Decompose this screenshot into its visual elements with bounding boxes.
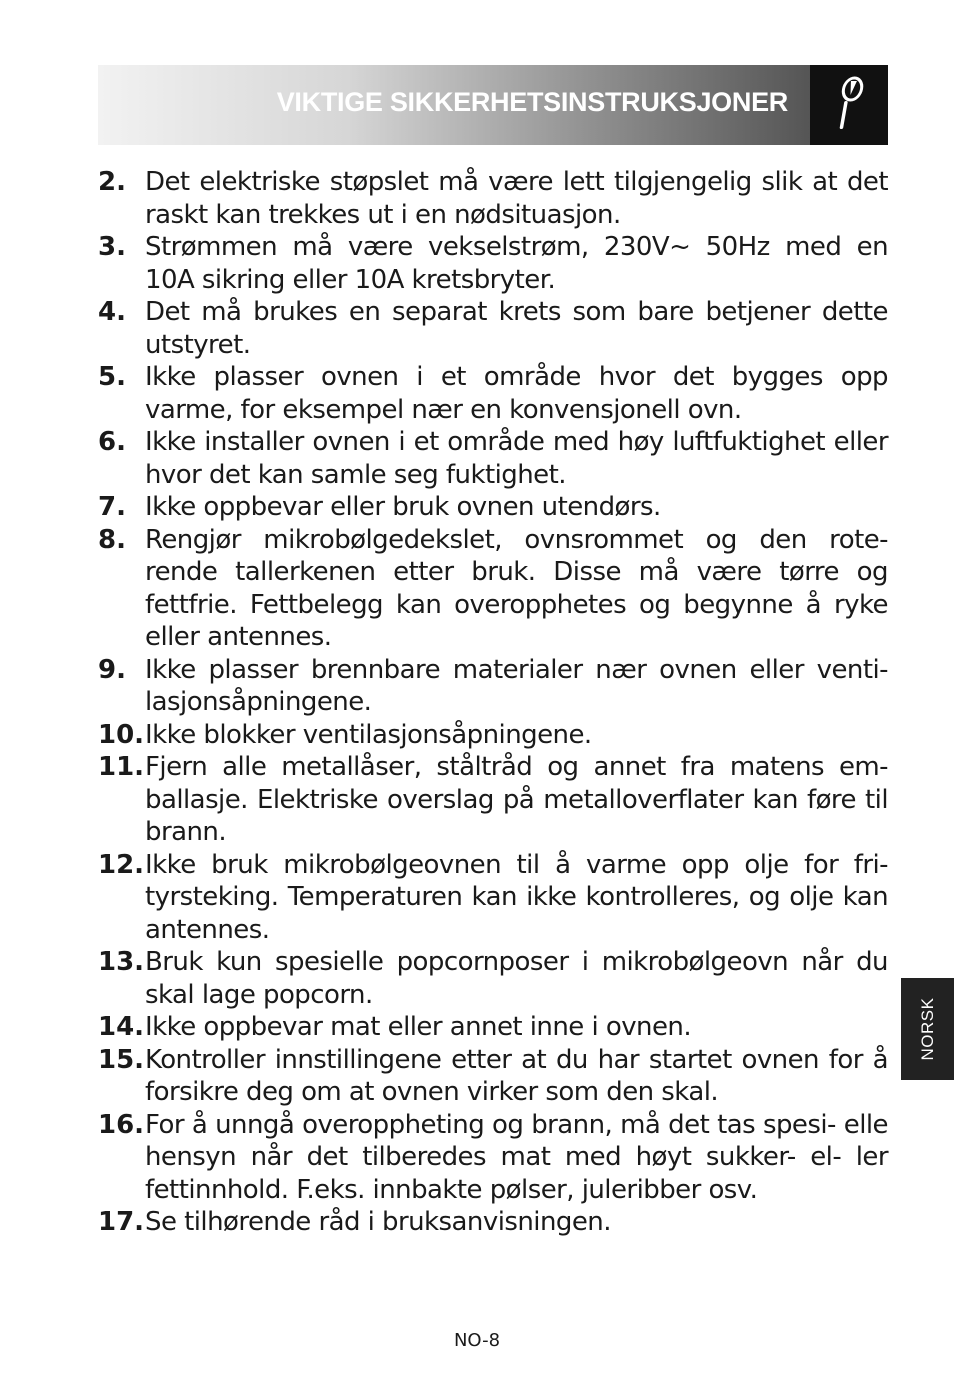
instruction-item xyxy=(98,426,888,491)
instruction-text: Ikke oppbevar eller bruk ovnen utendørs. xyxy=(145,492,661,522)
instruction-text: Strømmen må være vekselstrøm, 230V~ 50Hz med en 10A sikring eller 10A kretsbryter. xyxy=(145,232,888,295)
instruction-number: 5. xyxy=(98,362,126,392)
instruction-text: Ikke plasser ovnen i et område hvor det bygges opp varme, for eksempel nær en konvensjonell ovn. xyxy=(145,362,888,425)
instruction-number: 14. xyxy=(98,1012,145,1042)
instruction-item xyxy=(98,166,888,231)
instruction-text: Ikke bruk mikrobølgeovnen til å varme opp olje for fri- tyrsteking. Temperaturen kan ikke kontrolleres, og olje kan antennes. xyxy=(145,849,888,945)
instruction-item xyxy=(98,654,888,719)
instruction-text: Det må brukes en separat krets som bare betjener dette utstyret. xyxy=(145,297,888,360)
instruction-number: 2. xyxy=(98,167,126,197)
exclamation-mark-icon xyxy=(834,75,864,135)
warning-icon-box xyxy=(810,65,888,145)
section-header-bar xyxy=(98,65,810,145)
instruction-item xyxy=(98,1011,888,1044)
instruction-item xyxy=(98,524,888,654)
instruction-number: 7. xyxy=(98,492,126,522)
instruction-text: Kontroller innstillingene etter at du har startet ovnen for å forsikre deg om at ovnen virker som den skal. xyxy=(145,1044,888,1107)
instruction-text: Ikke oppbevar mat eller annet inne i ovnen. xyxy=(145,1012,692,1042)
instruction-item xyxy=(98,1206,888,1239)
instruction-item xyxy=(98,751,888,849)
instruction-number: 6. xyxy=(98,427,126,457)
instruction-text: Se tilhørende råd i bruksanvisningen. xyxy=(145,1207,611,1237)
instruction-number: 3. xyxy=(98,232,126,262)
instruction-text: Bruk kun spesielle popcornposer i mikrobølgeovn når du skal lage popcorn. xyxy=(145,947,888,1010)
instruction-item xyxy=(98,1044,888,1109)
instruction-item xyxy=(98,491,888,524)
instruction-number: 8. xyxy=(98,524,126,555)
instruction-text: Rengjør mikrobølgedekslet, ovnsrommet og den rote- rende tallerkenen etter bruk. Disse må være tørre og fettfrie. Fettbelegg kan overopphetes og begynne å ryke eller antennes. xyxy=(145,524,888,652)
instruction-number: 10. xyxy=(98,719,145,750)
instruction-number: 11. xyxy=(98,752,145,782)
instruction-number: 12. xyxy=(98,849,145,880)
section-title: VIKTIGE SIKKERHETSINSTRUKSJONER xyxy=(276,87,788,117)
instruction-item xyxy=(98,361,888,426)
instruction-text: Ikke installer ovnen i et område med høy luftfuktighet eller hvor det kan samle seg fuktighet. xyxy=(145,427,888,490)
instruction-item xyxy=(98,946,888,1011)
language-tab-label: NORSK xyxy=(917,997,937,1061)
instruction-text: Ikke plasser brennbare materialer nær ovnen eller venti- lasjonsåpningene. xyxy=(145,654,888,717)
instruction-text: For å unngå overoppheting og brann, må det tas spesi- elle hensyn når det tilberedes mat med høyt sukker- el- ler fettinnhold. F.eks. innbakte pølser, juleribber osv. xyxy=(145,1109,888,1205)
instruction-item xyxy=(98,296,888,361)
instruction-text: Det elektriske støpslet må være lett tilgjengelig slik at det raskt kan trekkes ut i en nødsituasjon. xyxy=(145,167,888,230)
safety-instructions-list xyxy=(98,166,888,1239)
page-number: NO-8 xyxy=(453,1330,501,1351)
instruction-item xyxy=(98,1109,888,1207)
instruction-item xyxy=(98,231,888,296)
instruction-number: 16. xyxy=(98,1109,145,1140)
language-tab xyxy=(901,978,954,1080)
instruction-number: 15. xyxy=(98,1044,145,1075)
instruction-text: Ikke blokker ventilasjonsåpningene. xyxy=(145,719,592,750)
instruction-text: Fjern alle metallåser, ståltråd og annet fra matens em- ballasje. Elektriske overslag på metalloverflater kan føre til brann. xyxy=(145,752,888,847)
instruction-number: 4. xyxy=(98,297,126,327)
instruction-number: 17. xyxy=(98,1207,145,1237)
instruction-item xyxy=(98,719,888,752)
instruction-item xyxy=(98,849,888,947)
instruction-number: 9. xyxy=(98,654,126,685)
instruction-number: 13. xyxy=(98,947,145,977)
